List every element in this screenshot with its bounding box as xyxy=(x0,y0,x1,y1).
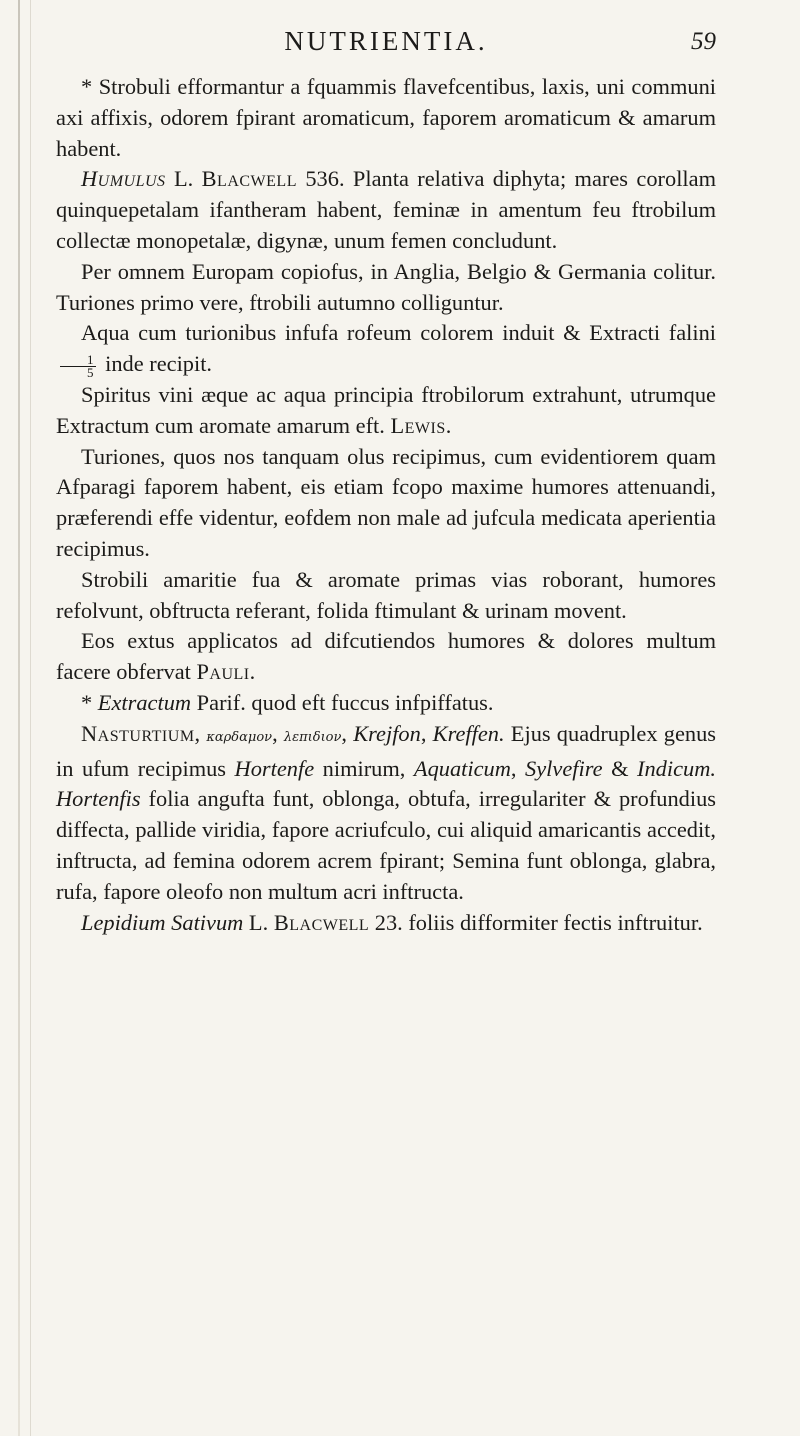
greek-name: λεπιδιον xyxy=(283,729,342,745)
variety-name: Hortenfe xyxy=(234,755,315,781)
species-name: Nasturtium xyxy=(81,720,195,746)
paragraph-extus xyxy=(56,626,716,688)
linnaeus-abbr: L. xyxy=(243,909,274,935)
vernacular-name: Kreffen. xyxy=(432,720,505,746)
vernacular-name: Krejfon xyxy=(353,720,421,746)
paragraph-text: nimirum, xyxy=(314,755,414,781)
page-number: 59 xyxy=(691,28,716,55)
paragraph-text: Parif. quod eft fuccus infpiffatus. xyxy=(191,689,494,715)
fraction-denominator: 5 xyxy=(87,364,94,380)
author-reference: Lewis. xyxy=(390,412,452,438)
paragraph-humulus xyxy=(56,164,716,256)
extract-term: Extractum xyxy=(97,689,192,715)
fraction xyxy=(60,351,96,380)
page-header xyxy=(56,22,716,72)
author-reference: Blacwell xyxy=(201,166,297,192)
paragraph-europe xyxy=(56,257,716,319)
paragraph-aqua xyxy=(56,318,716,380)
paragraph-text: Ejus quadruplex genus in ufum recipimus xyxy=(56,720,716,781)
running-title: NUTRIENTIA. xyxy=(284,26,488,56)
paragraph-text: & xyxy=(602,755,638,781)
page-fold-shadow xyxy=(30,0,31,1436)
variety-name: Hortenfis xyxy=(56,786,141,812)
greek-name: καρδαμον xyxy=(206,729,273,745)
page-fold-edge xyxy=(18,0,20,1436)
paragraph-text: Per omnem Europam copiofus, in Anglia, Belgio & Germania colitur. Turiones primo vere, ftrobili autumno colliguntur. xyxy=(56,258,716,315)
paragraph-text: Eos extus applicatos ad difcutiendos humores & dolores multum facere obfervat xyxy=(56,628,716,685)
paragraph-text: Turiones, quos nos tanquam olus recipimus, cum evidentiorem quam Afparagi faporem habent, eis etiam fcopo maxime humores attenuandi, præferendi effe videntur, eofdem non male ad jufcula medicata aperientia recipimus. xyxy=(56,443,716,561)
paragraph-text: Planta relativa diphyta; mares corollam quinquepetalam ifantheram habent, feminæ in amentum feu ftrobilum collectæ monopetalæ, digynæ, unum femen concludunt. xyxy=(56,166,716,253)
paragraph-text: inde recipit. xyxy=(99,351,213,377)
species-name: Lepidium Sativum xyxy=(81,909,244,935)
paragraph-text: * Strobuli efformantur a fquammis flavefcentibus, laxis, uni communi axi affixis, odorem fpirant aromaticum, faporem aromaticum & amarum habent. xyxy=(56,74,716,161)
species-name: Humulus xyxy=(81,166,166,192)
reference-number: 536. xyxy=(296,166,345,192)
book-page xyxy=(56,22,716,938)
paragraph-text: Strobili amaritie fua & aromate primas vias roborant, humores refolvunt, obftructa referant, folida ftimulant & urinam movent. xyxy=(56,566,716,623)
paragraph-nasturtium: Nasturtium, καρδαμον, λεπιδιον, Krejfon, Kreffen. Ejus quadruplex genus in ufum recipimus Hortenfe nimirum, Aquaticum, Sylvefire & Indicum. Hortenfis folia angufta funt, oblonga, obtufa, irregulariter & profundius diffecta, pallide viridia, fapore acriufculo, cui aliquid amaricantis accedit, inftructa, ad femina odorem acrem fpirant; Semina funt oblonga, glabra, rufa, fapore oleofo non multum acri inftructa. xyxy=(56,720,716,904)
paragraph-turiones xyxy=(56,442,716,565)
paragraph-text: 23. foliis difformiter fectis inftruitur. xyxy=(369,909,703,935)
asterisk: * xyxy=(81,689,98,715)
paragraph-strobili xyxy=(56,565,716,627)
paragraph-extractum xyxy=(56,688,716,719)
fraction-numerator: 1 xyxy=(60,354,96,367)
linnaeus-abbr: L. xyxy=(165,166,202,192)
paragraph-text: folia angufta funt, oblonga, obtufa, irregulariter & profundius diffecta, pallide viridia, fapore acriufculo, cui aliquid amaricantis accedit, inftructa, ad femina odorem acrem fpirant; Semina funt oblonga, glabra, rufa, fapore oleofo non multum acri inftructa. xyxy=(56,786,716,904)
variety-name: Aquaticum xyxy=(413,755,511,781)
paragraph-spiritus xyxy=(56,380,716,442)
variety-name: Sylvefire xyxy=(525,755,603,781)
variety-name: Indicum. xyxy=(637,755,716,781)
paragraph-strobuli xyxy=(56,72,716,164)
author-reference: Blacwell xyxy=(273,909,370,935)
paragraph-text: Spiritus vini æque ac aqua principia ftrobilorum extrahunt, utrumque Extractum cum aromate amarum eft. xyxy=(56,381,716,438)
author-reference: Pauli. xyxy=(196,659,256,685)
paragraph-text: Aqua cum turionibus infufa rofeum colorem induit & Extracti falini xyxy=(81,320,716,346)
paragraph-lepidium xyxy=(56,908,716,939)
main-text xyxy=(56,72,716,938)
